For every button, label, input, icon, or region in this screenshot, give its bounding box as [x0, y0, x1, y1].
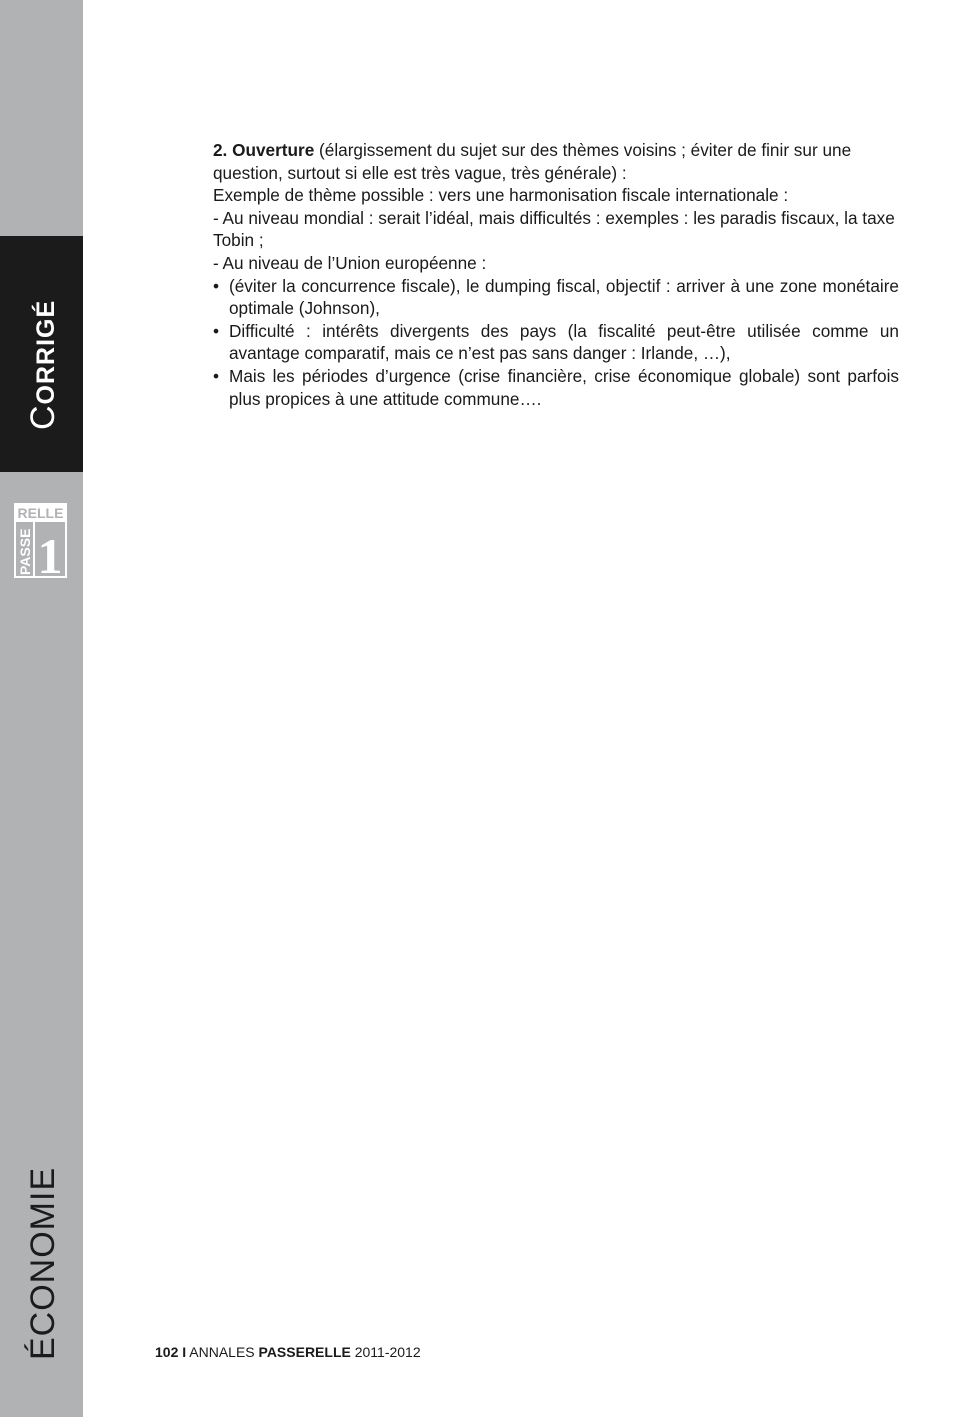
footer-separator: I	[182, 1344, 187, 1360]
bullet-text: Mais les périodes d’urgence (crise financière, crise économique globale) sont parfois plus propices à une attitude commune….	[229, 365, 899, 409]
corrige-content	[213, 139, 899, 410]
logo-top-text: RELLE	[17, 505, 64, 521]
bullet-dot: •	[213, 275, 220, 296]
bullet-list	[213, 275, 899, 411]
bullet-item	[213, 320, 899, 365]
ouverture-paragraph	[213, 139, 899, 184]
footer-years: 2011-2012	[354, 1344, 421, 1360]
page-footer	[155, 1344, 421, 1360]
text-line: - Au niveau de l’Union européenne :	[213, 252, 487, 273]
bullet-dot: •	[213, 320, 220, 341]
sidebar	[0, 0, 83, 1417]
bullet-text: Difficulté : intérêts divergents des pays (la fiscalité peut-être utilisée comme un avantage comparatif, mais ce n’est pas sans danger : Irlande, …),	[229, 320, 899, 364]
bullet-text: (éviter la concurrence fiscale), le dumping fiscal, objectif : arriver à une zone monétaire optimale (Johnson),	[229, 275, 899, 319]
passerelle-logo	[14, 503, 67, 578]
section-label	[24, 300, 63, 430]
bullet-dot: •	[213, 365, 220, 386]
footer-annales: ANNALES	[189, 1344, 255, 1360]
text-line: - Au niveau mondial : serait l’idéal, mais difficultés : exemples : les paradis fiscaux, la taxe Tobin ;	[213, 207, 895, 251]
footer-brand: PASSERELLE	[258, 1344, 351, 1360]
logo-number: 1	[37, 528, 63, 578]
subject-label: ÉCONOMIE	[24, 1166, 62, 1360]
section-label-initial: C	[24, 404, 62, 430]
page-number: 102	[155, 1344, 179, 1360]
bullet-item	[213, 275, 899, 320]
logo-side-text: PASSE	[17, 528, 33, 575]
section-label-rest: ORRIGÉ	[32, 299, 60, 405]
bullet-item	[213, 365, 899, 410]
ouverture-intro: (élargissement du sujet sur des thèmes voisins ; éviter de finir sur une question, surtout si elle est très vague, très générale) :	[213, 140, 852, 183]
ouverture-heading: 2. Ouverture	[213, 140, 315, 160]
text-line: Exemple de thème possible : vers une harmonisation fiscale internationale :	[213, 185, 789, 206]
